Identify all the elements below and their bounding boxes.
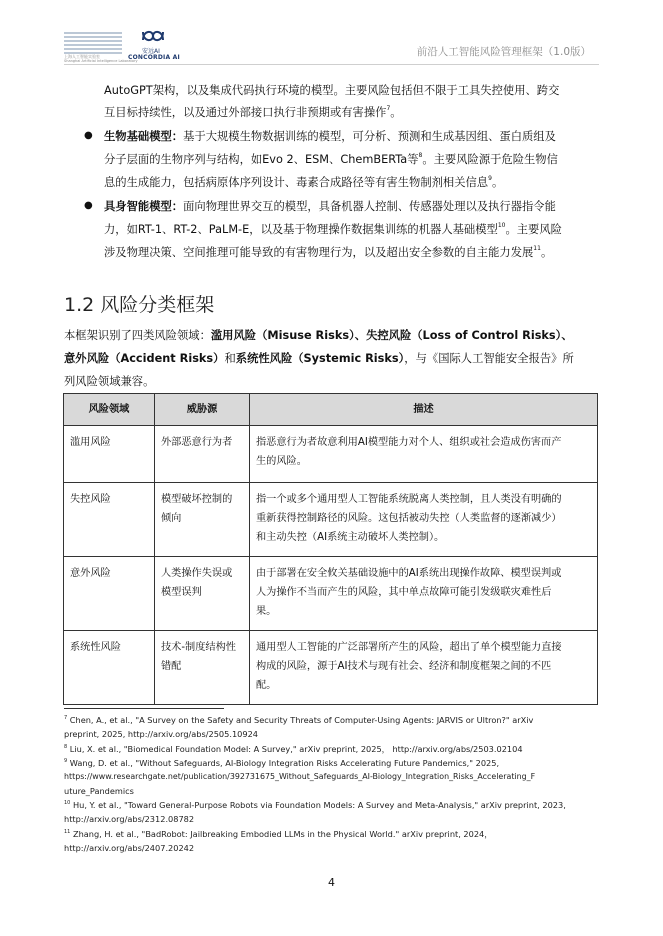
- risk-domain-cell: 系统性风险: [64, 631, 155, 705]
- footnote-7-link[interactable]: preprint, 2025, http://arxiv.org/abs/2505.10924: [64, 729, 258, 739]
- intro-line-1: AutoGPT架构，以及集成代码执行环境的模型。主要风险包括但不限于工具失控使用、跨交: [104, 84, 560, 97]
- concordia-en-name: CONCORDIA AI: [128, 54, 180, 61]
- table-row: [64, 557, 598, 631]
- description-cell: 由于部署在安全攸关基础设施中的AI系统出现操作故障、模型误判或 人为操作不当而产生的风险，其中单点故障可能引发级联灾难性后 果。: [250, 557, 598, 631]
- footnote-ref-10[interactable]: 10: [497, 222, 506, 229]
- description-cell: 通用型人工智能的广泛部署所产生的风险，超出了单个模型能力直接 构成的风险，源于AI技术与现有社会、经济和制度框架之间的不匹 配。: [250, 631, 598, 705]
- description-cell: 指一个或多个通用型人工智能系统脱离人类控制，且人类没有明确的 重新获得控制路径的风险。这包括被动失控（人类监督的逐渐减少） 和主动失控（AI系统主动破坏人类控制）。: [250, 483, 598, 557]
- footnote-ref-7[interactable]: 7: [386, 105, 391, 112]
- footnote-8: $^8$ Liu, X. et al., "Biomedical Foundation Model: A Survey," arXiv preprint, 2025， http://arxiv.org/abs/2503.02104: [64, 744, 523, 754]
- footnote-11: $^{11}$ Zhang, H. et al., "BadRobot: Jailbreaking Embodied LLMs in the Physical World." arXiv preprint, 2024，: [64, 829, 493, 839]
- footnote-ref-8[interactable]: 8: [418, 152, 423, 159]
- header-divider: [64, 64, 599, 65]
- footnote-9: $^9$ Wang, D. et al., "Without Safeguards, AI-Biology Integration Risks Accelerating Future Pandemics," 2025,: [64, 758, 500, 768]
- concordia-cn-name: 安远AI: [142, 48, 160, 55]
- footnote-7: $^7$ Chen, A., et al., "A Survey on the Safety and Security Threats of Computer-Using Agents: JARVIS or Ultron?" arXiv: [64, 715, 534, 725]
- bio-model-line-2: 分子层面的生物序列与结构，如Evo 2、ESM、ChemBERTa等$^8$。主要风险源于危险生物信: [104, 152, 558, 166]
- document-header-title: 前沿人工智能风险管理框架（1.0版）: [416, 46, 591, 58]
- bio-model-line-1: 生物基础模型：基于大规模生物数据训练的模型，可分析、预测和生成基因组、蛋白质组及: [104, 130, 556, 143]
- footnote-9-link[interactable]: https://www.researchgate.net/publication/392731675_Without_Safeguards_AI-Biology_Integration_Risks_Accelerating_F: [64, 772, 536, 781]
- footnote-divider: [64, 708, 224, 709]
- section-para-line-3: 列风险领域兼容。: [64, 375, 155, 388]
- threat-source-cell: 外部恶意行为者: [155, 426, 250, 483]
- header-risk-domain: 风险领域: [64, 394, 155, 426]
- footnote-10: $^{10}$ Hu, Y. et al., "Toward General-Purpose Robots via Foundation Models: A Survey and Meta-Analysis," arXiv preprint, 2023,: [64, 800, 566, 810]
- section-para-line-1: 本框架识别了四类风险领域：滥用风险（Misuse Risks）、失控风险（Loss of Control Risks）、: [64, 329, 573, 342]
- footnote-ref-11[interactable]: 11: [533, 245, 541, 252]
- risk-domain-cell: 失控风险: [64, 483, 155, 557]
- risk-classification-table: [63, 393, 598, 705]
- embodied-model-line-2: 力，如RT-1、RT-2、PaLM-E，以及基于物理操作数据集训练的机器人基础模型$^{10}$。主要风险: [104, 222, 562, 236]
- footnote-ref-9[interactable]: 9: [488, 175, 492, 182]
- intro-line-2: 互目标持续性，以及通过外部接口执行非预期或有害操作$^7$。: [104, 105, 402, 119]
- table-header-row: [64, 394, 598, 426]
- page-number: 4: [328, 876, 335, 889]
- risk-domain-cell: 滥用风险: [64, 426, 155, 483]
- embodied-model-term: 具身智能模型：: [104, 200, 184, 213]
- footnote-10-link[interactable]: http://arxiv.org/abs/2312.08782: [64, 814, 195, 824]
- table-row: [64, 426, 598, 483]
- bullet-marker: ●: [84, 130, 93, 141]
- shanghai-ai-lab-logo: [64, 32, 138, 64]
- section-para-line-2: 意外风险（Accident Risks）和系统性风险（Systemic Risks），与《国际人工智能安全报告》所: [64, 352, 574, 365]
- embodied-model-line-3: 涉及物理决策、空间推理可能导致的有害物理行为，以及超出安全参数的自主能力发展$^{11}$。: [104, 245, 553, 259]
- threat-source-cell: 人类操作失误或 模型误判: [155, 557, 250, 631]
- header-description: 描述: [250, 394, 598, 426]
- lab-logo-graphic: [64, 32, 122, 54]
- table-row: [64, 483, 598, 557]
- threat-source-cell: 模型破坏控制的 倾向: [155, 483, 250, 557]
- table-row: [64, 631, 598, 705]
- description-cell: 指恶意行为者故意利用AI模型能力对个人、组织或社会造成伤害而产 生的风险。: [250, 426, 598, 483]
- bullet-marker: ●: [84, 200, 93, 211]
- embodied-model-line-1: 具身智能模型：面向物理世界交互的模型，具备机器人控制、传感器处理以及执行器指令能: [104, 200, 556, 213]
- lab-logo-cn: 上海人工智能实验室: [64, 54, 100, 59]
- bio-model-line-3: 息的生成能力，包括病原体序列设计、毒素合成路径等有害生物制剂相关信息$^9$。: [104, 175, 504, 189]
- concordia-ai-logo: [128, 28, 188, 64]
- footnote-9-link-cont[interactable]: uture_Pandemics: [64, 786, 134, 796]
- concordia-knot-icon: [140, 28, 166, 44]
- lab-logo-en: Shanghai Artificial Intelligence Laboratory: [64, 59, 138, 63]
- risk-domain-cell: 意外风险: [64, 557, 155, 631]
- header-threat-source: 威胁源: [155, 394, 250, 426]
- bio-model-term: 生物基础模型：: [104, 130, 184, 143]
- footnote-11-link[interactable]: http://arxiv.org/abs/2407.20242: [64, 843, 195, 853]
- threat-source-cell: 技术-制度结构性 错配: [155, 631, 250, 705]
- section-heading: 1.2 风险分类框架: [64, 294, 215, 316]
